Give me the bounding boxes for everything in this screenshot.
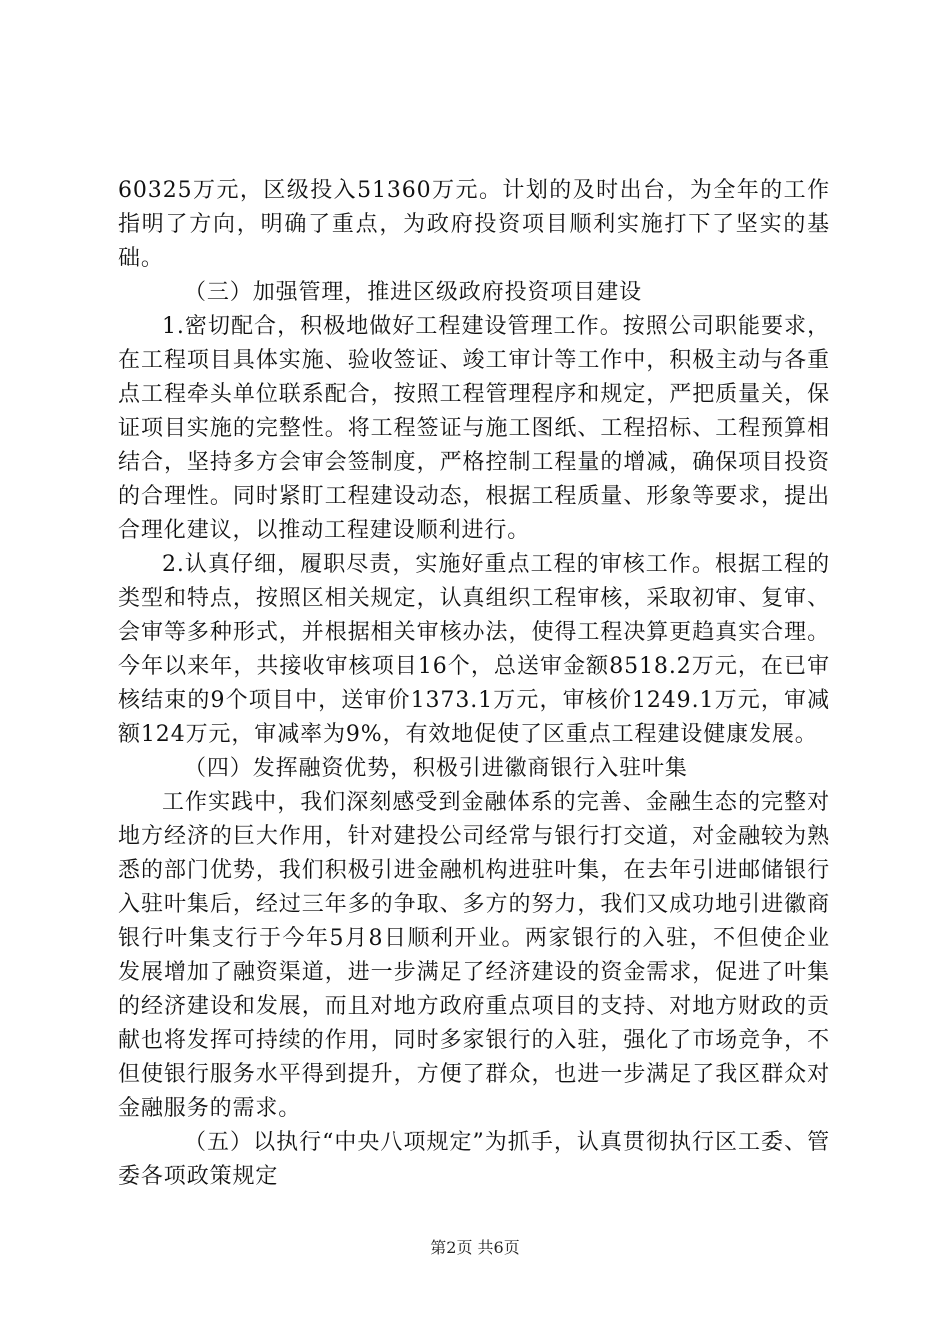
section-heading-5: （五）以执行“中央八项规定”为抓手，认真贯彻执行区工委、管委各项政策规定 (118, 1130, 830, 1189)
section-heading-3: （三）加强管理，推进区级政府投资项目建设 (184, 280, 643, 305)
paragraph-item-2: 2.认真仔细，履职尽责，实施好重点工程的审核工作。根据工程的类型和特点，按照区相关规定，认真组织工程审核，采取初审、复审、会审等多种形式，并根据相关审核办法，使得工程决算更趋真实合理。今年以来年，共接收审核项目16个，总送审金额8518.2万元，在已审核结束的9个项目中，送审价1373.1万元，审核价1249.1万元，审减额124万元，审减率为9%，有效地促使了区重点工程建设健康发展。 (118, 552, 830, 747)
paragraph-continued: 60325万元，区级投入51360万元。计划的及时出台，为全年的工作指明了方向，明确了重点，为政府投资项目顺利实施打下了坚实的基础。 (118, 178, 830, 271)
page-footer: 第2页 共6页 (430, 1238, 520, 1257)
paragraph-financing: 工作实践中，我们深刻感受到金融体系的完善、金融生态的完整对地方经济的巨大作用，针对建投公司经常与银行打交道，对金融较为熟悉的部门优势，我们积极引进金融机构进驻叶集，在去年引进邮储银行入驻叶集后，经过三年多的争取、多方的努力，我们又成功地引进徽商银行叶集支行于今年5月8日顺利开业。两家银行的入驻，不但使企业发展增加了融资渠道，进一步满足了经济建设的资金需求，促进了叶集的经济建设和发展，而且对地方政府重点项目的支持、对地方财政的贡献也将发挥可持续的作用，同时多家银行的入驻，强化了市场竞争，不但使银行服务水平得到提升，方便了群众，也进一步满足了我区群众对金融服务的需求。 (118, 790, 830, 1121)
paragraph-item-1: 1.密切配合，积极地做好工程建设管理工作。按照公司职能要求，在工程项目具体实施、验收签证、竣工审计等工作中，积极主动与各重点工程牵头单位联系配合，按照工程管理程序和规定，严把质量关，保证项目实施的完整性。将工程签证与施工图纸、工程招标、工程预算相结合，坚持多方会审会签制度，严格控制工程量的增减，确保项目投资的合理性。同时紧盯工程建设动态，根据工程质量、形象等要求，提出合理化建议，以推动工程建设顺利进行。 (118, 314, 830, 543)
document-body (118, 174, 830, 1194)
section-heading-4: （四）发挥融资优势，积极引进徽商银行入驻叶集 (184, 756, 688, 781)
